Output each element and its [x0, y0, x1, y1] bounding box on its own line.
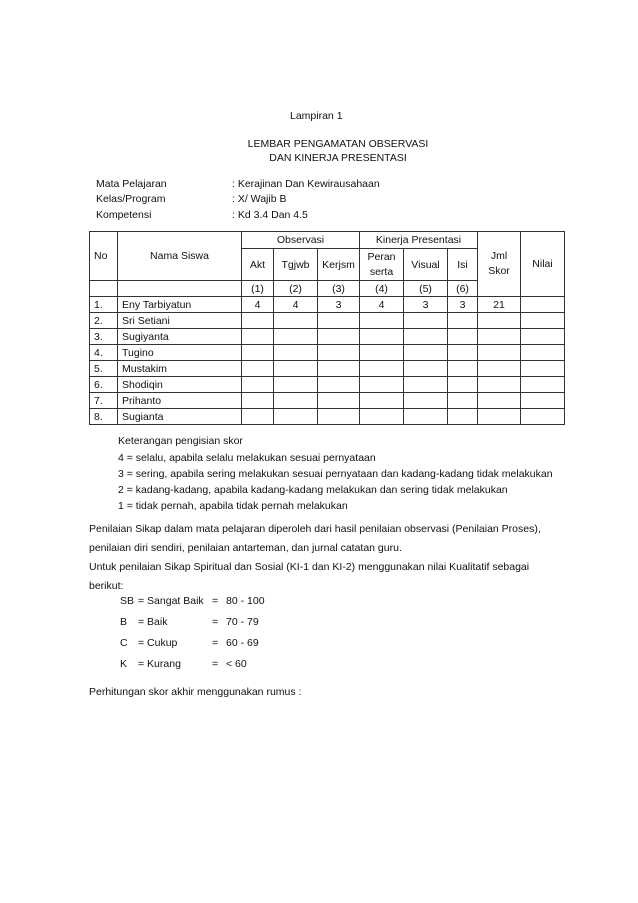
header-peran-line1: Peran	[367, 250, 396, 263]
document-title-line2: DAN KINERJA PRESENTASI	[269, 152, 407, 164]
cell-tgjwb	[274, 409, 318, 425]
cell-isi	[448, 345, 478, 361]
grade-range-c: 60 - 69	[226, 637, 259, 649]
blank-cell	[90, 281, 118, 297]
cell-akt	[242, 329, 274, 345]
cell-isi	[448, 329, 478, 345]
cell-visual	[404, 345, 448, 361]
cell-name: Sugianta	[118, 409, 242, 425]
cell-nilai	[521, 361, 565, 377]
cell-peran	[360, 361, 404, 377]
cell-visual	[404, 313, 448, 329]
cell-nilai	[521, 409, 565, 425]
grade-code-sb: SB	[120, 595, 135, 607]
cell-no: 2.	[90, 313, 118, 329]
cell-akt	[242, 377, 274, 393]
cell-nilai	[521, 377, 565, 393]
info-label-competence: Kompetensi	[96, 209, 152, 221]
cell-akt: 4	[242, 297, 274, 313]
table-row	[90, 393, 565, 409]
cell-tgjwb	[274, 313, 318, 329]
cell-akt	[242, 393, 274, 409]
header-peran-line2: serta	[369, 265, 394, 278]
cell-visual: 3	[404, 297, 448, 313]
cell-tgjwb	[274, 361, 318, 377]
cell-tgjwb	[274, 329, 318, 345]
cell-no: 7.	[90, 393, 118, 409]
cell-kerjsm	[318, 377, 360, 393]
cell-no: 3.	[90, 329, 118, 345]
cell-visual	[404, 393, 448, 409]
cell-tgjwb: 4	[274, 297, 318, 313]
cell-jml	[478, 345, 521, 361]
cell-tgjwb	[274, 345, 318, 361]
cell-peran	[360, 377, 404, 393]
header-group-observasi: Observasi	[242, 232, 360, 249]
cell-name: Sri Setiani	[118, 313, 242, 329]
cell-jml	[478, 313, 521, 329]
table-row	[90, 377, 565, 393]
cell-jml	[478, 409, 521, 425]
grade-range-b: 70 - 79	[226, 616, 259, 628]
cell-peran	[360, 409, 404, 425]
cell-isi	[448, 377, 478, 393]
cell-isi: 3	[448, 297, 478, 313]
cell-akt	[242, 361, 274, 377]
cell-kerjsm	[318, 361, 360, 377]
table-header-row	[90, 232, 565, 249]
info-value-competence: : Kd 3.4 Dan 4.5	[232, 209, 308, 221]
cell-name: Tugino	[118, 345, 242, 361]
grade-code-b: B	[120, 616, 128, 628]
info-label-class: Kelas/Program	[96, 193, 166, 205]
cell-nilai	[521, 313, 565, 329]
legend-item-3: 3 = sering, apabila sering melakukan sesuai pernyataan dan kadang-kadang tidak melakukan	[118, 468, 553, 480]
grade-eq-c: =	[212, 637, 219, 649]
document-title-line1: LEMBAR PENGAMATAN OBSERVASI	[247, 138, 429, 150]
blank-cell	[118, 281, 242, 297]
cell-name: Eny Tarbiyatun	[118, 297, 242, 313]
grade-code-k: K	[120, 658, 128, 670]
cell-visual	[404, 409, 448, 425]
grade-desc-b: = Baik	[138, 616, 168, 628]
cell-name: Shodiqin	[118, 377, 242, 393]
header-jml-line1: Jml	[490, 250, 508, 262]
col-number-6: (6)	[448, 281, 478, 297]
cell-nilai	[521, 297, 565, 313]
cell-isi	[448, 313, 478, 329]
cell-isi	[448, 361, 478, 377]
col-number-3: (3)	[318, 281, 360, 297]
grade-eq-b: =	[212, 616, 219, 628]
cell-tgjwb	[274, 393, 318, 409]
grade-desc-c: = Cukup	[138, 637, 178, 649]
cell-akt	[242, 313, 274, 329]
legend-item-4: 4 = selalu, apabila selalu melakukan sesuai pernyataan	[118, 452, 376, 464]
grade-range-k: < 60	[226, 658, 247, 670]
cell-jml: 21	[478, 297, 521, 313]
cell-peran	[360, 345, 404, 361]
cell-no: 5.	[90, 361, 118, 377]
legend-title: Keterangan pengisian skor	[118, 435, 243, 447]
col-number-2: (2)	[274, 281, 318, 297]
info-value-class: : X/ Wajib B	[232, 193, 287, 205]
cell-isi	[448, 393, 478, 409]
cell-name: Sugiyanta	[118, 329, 242, 345]
col-number-1: (1)	[242, 281, 274, 297]
paragraph-formula: Perhitungan skor akhir menggunakan rumus :	[89, 686, 302, 698]
header-name: Nama Siswa	[118, 232, 242, 281]
table-row	[90, 345, 565, 361]
table-row	[90, 329, 565, 345]
appendix-label: Lampiran 1	[290, 110, 343, 122]
cell-no: 1.	[90, 297, 118, 313]
table-row	[90, 313, 565, 329]
grade-range-sb: 80 - 100	[226, 595, 265, 607]
cell-kerjsm: 3	[318, 297, 360, 313]
cell-peran	[360, 393, 404, 409]
cell-peran	[360, 313, 404, 329]
legend-item-2: 2 = kadang-kadang, apabila kadang-kadang melakukan dan sering tidak melakukan	[118, 484, 508, 496]
cell-visual	[404, 329, 448, 345]
cell-no: 6.	[90, 377, 118, 393]
cell-nilai	[521, 329, 565, 345]
grade-eq-k: =	[212, 658, 219, 670]
cell-kerjsm	[318, 393, 360, 409]
grade-eq-sb: =	[212, 595, 219, 607]
cell-jml	[478, 329, 521, 345]
cell-kerjsm	[318, 409, 360, 425]
cell-peran: 4	[360, 297, 404, 313]
cell-akt	[242, 345, 274, 361]
cell-name: Mustakim	[118, 361, 242, 377]
cell-isi	[448, 409, 478, 425]
header-jml-line2: Skor	[488, 265, 510, 277]
cell-no: 4.	[90, 345, 118, 361]
cell-jml	[478, 393, 521, 409]
observation-table	[89, 231, 565, 425]
info-value-subject: : Kerajinan Dan Kewirausahaan	[232, 178, 380, 190]
cell-kerjsm	[318, 329, 360, 345]
header-peran-serta	[360, 249, 404, 281]
header-akt: Akt	[242, 249, 274, 281]
header-tgjwb: Tgjwb	[274, 249, 318, 281]
cell-nilai	[521, 345, 565, 361]
cell-jml	[478, 377, 521, 393]
cell-jml	[478, 361, 521, 377]
header-kerjsm: Kerjsm	[318, 249, 360, 281]
header-isi: Isi	[448, 249, 478, 281]
header-visual: Visual	[404, 249, 448, 281]
table-row	[90, 409, 565, 425]
grade-code-c: C	[120, 637, 128, 649]
col-number-5: (5)	[404, 281, 448, 297]
table-row	[90, 361, 565, 377]
header-jml-skor	[478, 232, 521, 297]
col-number-4: (4)	[360, 281, 404, 297]
header-nilai: Nilai	[521, 232, 565, 297]
table-row	[90, 297, 565, 313]
cell-akt	[242, 409, 274, 425]
cell-name: Prihanto	[118, 393, 242, 409]
header-group-kinerja: Kinerja Presentasi	[360, 232, 478, 249]
cell-visual	[404, 361, 448, 377]
cell-peran	[360, 329, 404, 345]
cell-visual	[404, 377, 448, 393]
header-no: No	[90, 232, 118, 281]
table-body	[90, 297, 565, 425]
cell-kerjsm	[318, 345, 360, 361]
paragraph-qualitative: Untuk penilaian Sikap Spiritual dan Sosial (KI-1 dan KI-2) menggunakan nilai Kualitatif sebagai berikut:	[89, 561, 530, 592]
grade-desc-k: = Kurang	[138, 658, 181, 670]
cell-nilai	[521, 393, 565, 409]
legend-item-1: 1 = tidak pernah, apabila tidak pernah melakukan	[118, 500, 348, 512]
grade-desc-sb: = Sangat Baik	[138, 595, 204, 607]
cell-tgjwb	[274, 377, 318, 393]
cell-no: 8.	[90, 409, 118, 425]
info-label-subject: Mata Pelajaran	[96, 178, 167, 190]
paragraph-assessment: Penilaian Sikap dalam mata pelajaran diperoleh dari hasil penilaian observasi (Penilaian Proses), penilaian diri sendiri, penilaian antarteman, dan jurnal catatan guru.	[89, 523, 541, 554]
cell-kerjsm	[318, 313, 360, 329]
